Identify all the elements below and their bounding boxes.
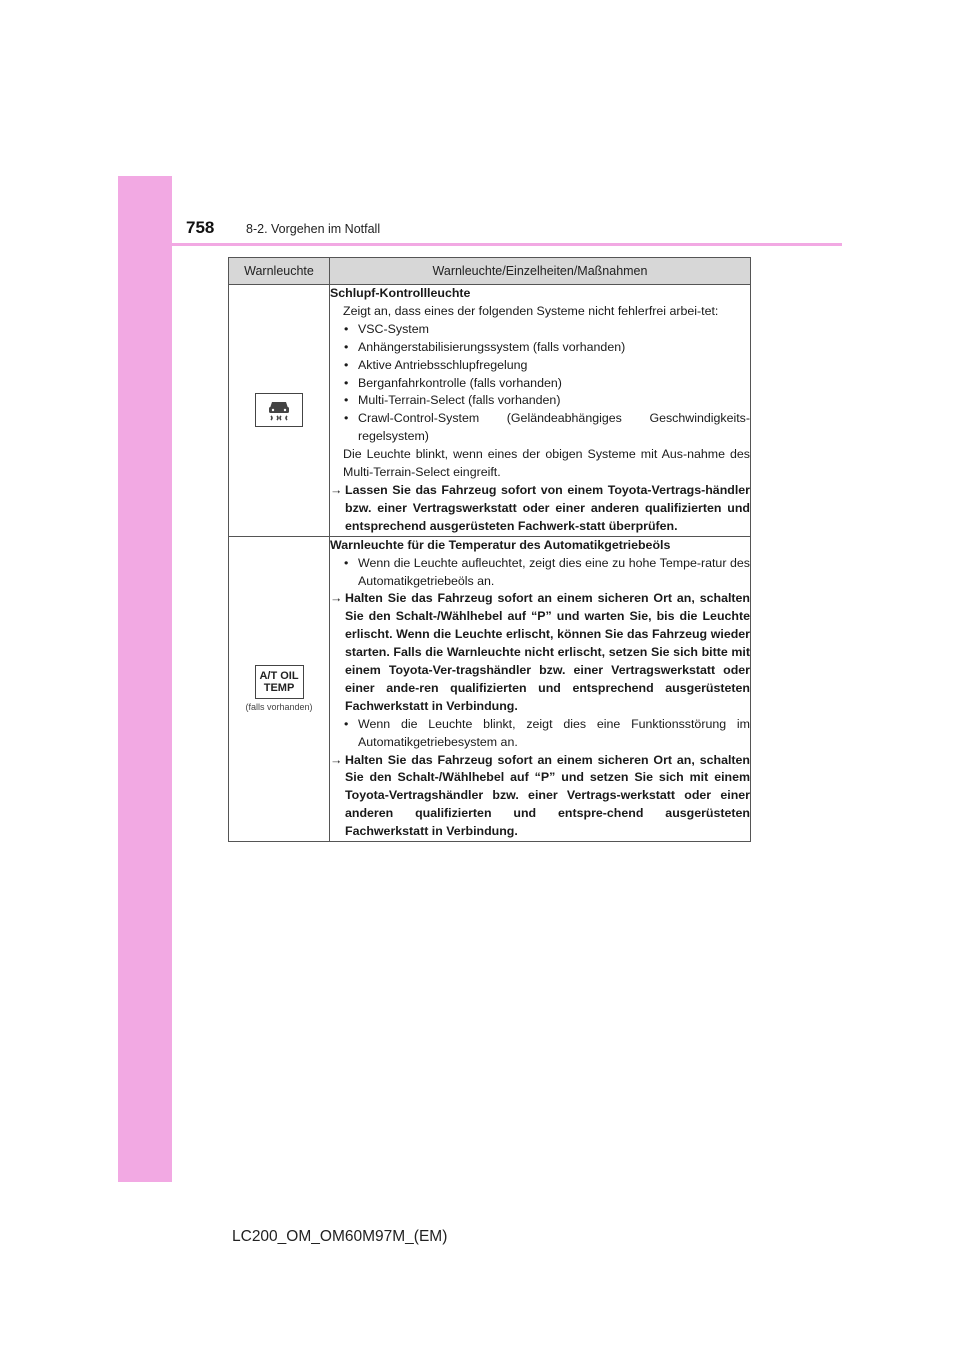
header-rule <box>118 243 842 246</box>
bullet-icon: • <box>344 716 349 731</box>
row-title: Warnleuchte für die Temperatur des Automatikgetriebeöls <box>330 537 671 552</box>
warning-light-table <box>228 257 751 842</box>
icon-note: (falls vorhanden) <box>245 702 313 713</box>
details-cell <box>330 285 751 537</box>
page-number: 758 <box>186 218 215 237</box>
bullet-icon: • <box>344 375 349 390</box>
bullet-icon: • <box>344 357 349 372</box>
bullet-icon: • <box>344 411 349 426</box>
table-header-row <box>229 258 751 285</box>
column-header-details: Warnleuchte/Einzelheiten/Maßnahmen <box>330 258 751 285</box>
action-item: → Halten Sie das Fahrzeug sofort an einem sicheren Ort an, schalten Sie den Schalt-/Wählhebel auf “P” und warten Sie, bis die Leuchte erlischt. Wenn die Leuchte erlischt, können Sie das Fahrzeug wieder starten. Falls die Warnleuchte nicht erlischt, setzen Sie sich bitte mit einem Toyota-Ver-tragshändler bzw. einer Vertragswerkstatt oder einer ande-ren qualifizierten und entsprechend ausgerüsteten Fachwerkstatt in Verbindung. <box>330 591 750 713</box>
bullet-icon: • <box>344 555 349 570</box>
bullet-icon: • <box>344 339 349 354</box>
list-item: • VSC-System <box>330 321 750 339</box>
table-row <box>229 285 751 537</box>
arrow-icon: → <box>330 482 343 497</box>
at-oil-temp-icon: A/T OIL TEMP <box>255 665 304 699</box>
icon-cell <box>229 536 330 841</box>
details-cell <box>330 536 751 841</box>
list-item: • Crawl-Control-System (Geländeabhängiges Geschwindigkeits-regelsystem) <box>344 411 750 444</box>
action-item: → Halten Sie das Fahrzeug sofort an einem sicheren Ort an, schalten Sie den Schalt-/Wählhebel auf “P” und setzen Sie sich mit einem Toyota-Vertragshändler bzw. einer Vertrags-werkstatt oder einer anderen qualifizierten und entspre-chend ausgerüsteten Fachwerkstatt in Verbindung. <box>330 752 750 839</box>
arrow-icon: → <box>330 591 343 606</box>
row-title: Schlupf-Kontrollleuchte <box>330 286 471 300</box>
list-item: • Anhängerstabilisierungssystem (falls vorhanden) <box>330 339 750 357</box>
table-row <box>229 536 751 841</box>
bullet-icon: • <box>344 321 349 336</box>
list-item: • Wenn die Leuchte aufleuchtet, zeigt dies eine zu hohe Tempe-ratur des Automatikgetriebeöls an. <box>344 555 750 588</box>
list-item: • Wenn die Leuchte blinkt, zeigt dies eine Funktionsstörung im Automatikgetriebesystem an. <box>344 716 750 749</box>
bullet-icon: • <box>344 393 349 408</box>
arrow-icon: → <box>330 752 343 767</box>
section-title: 8-2. Vorgehen im Notfall <box>246 222 381 236</box>
action-item: → Lassen Sie das Fahrzeug sofort von einem Toyota-Vertrags-händler bzw. einer Vertragswerkstatt oder einer anderen qualifizierten und entsprechend ausgerüsteten Fachwerk-statt überprüfen. <box>330 482 750 533</box>
list-item: • Aktive Antriebsschlupfregelung <box>330 357 750 375</box>
list-item: • Multi-Terrain-Select (falls vorhanden) <box>330 392 750 410</box>
note-text: Die Leuchte blinkt, wenn eines der obigen Systeme mit Aus-nahme des Multi-Terrain-Select eingreift. <box>343 447 750 480</box>
chapter-sidebar-tab <box>118 176 172 1182</box>
icon-cell <box>229 285 330 537</box>
intro-text: Zeigt an, dass eines der folgenden Systeme nicht fehlerfrei arbei-tet: <box>343 303 719 318</box>
column-header-light: Warnleuchte <box>229 258 330 285</box>
list-item: • Berganfahrkontrolle (falls vorhanden) <box>330 375 750 393</box>
document-code: LC200_OM_OM60M97M_(EM) <box>232 1228 448 1245</box>
vehicle-skid-icon <box>255 393 303 427</box>
